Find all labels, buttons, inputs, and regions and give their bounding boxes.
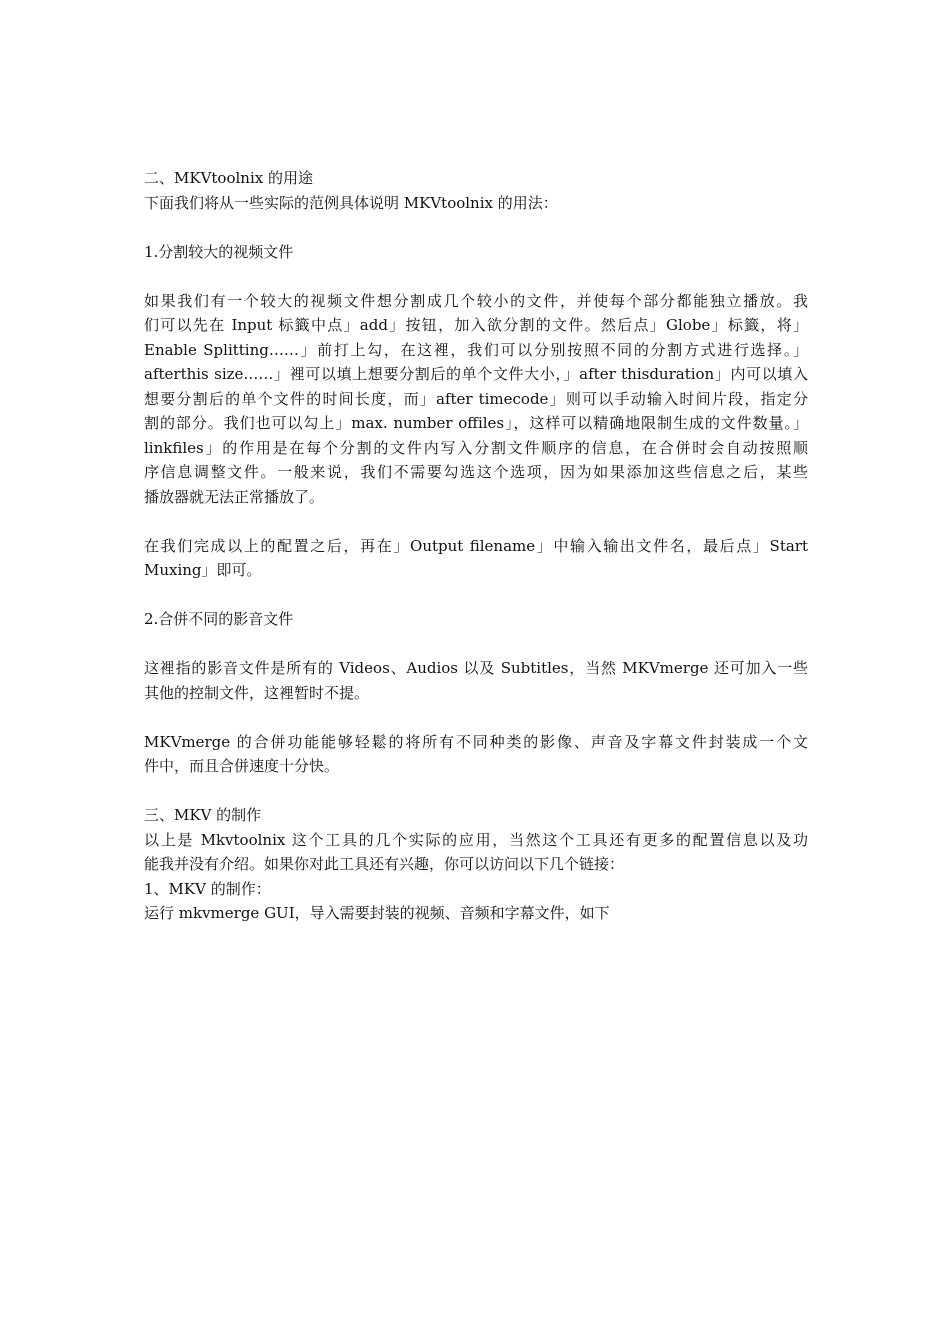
section-3-step-1-text: 运行 mkvmerge GUI，导入需要封装的视频、音频和字幕文件，如下 (144, 904, 610, 922)
item-2-title: 2.合併不同的影音文件 (144, 610, 294, 628)
paragraph-line: afterthis size……」裡可以填上想要分割后的单个文件大小，」after thisduration」内可以填入 (144, 365, 808, 383)
paragraph-line: 以上是 Mkvtoolnix 这个工具的几个实际的应用，当然这个工具还有更多的配置信息以及功 (144, 830, 808, 849)
paragraph-line: linkfiles」的作用是在每个分割的文件内写入分割文件顺序的信息，在合併时会自动按照顺 (144, 438, 808, 457)
spacer (144, 509, 808, 534)
spacer (144, 779, 808, 804)
document-body (144, 166, 808, 926)
paragraph-line: 件中，而且合併速度十分快。 (144, 757, 340, 775)
paragraph-line: 这裡指的影音文件是所有的 Videos、Audios 以及 Subtitles，当然 MKVmerge 还可加入一些 (144, 659, 808, 677)
spacer (144, 705, 808, 730)
item-1-paragraph (144, 289, 808, 510)
paragraph-line: 在我们完成以上的配置之后，再在」Output filename」中输入输出文件名，最后点」Start (144, 536, 808, 555)
item-1-title: 1.分割较大的视频文件 (144, 242, 294, 261)
paragraph-line: 序信息调整文件。一般来说，我们不需要勾选这个选项，因为如果添加这些信息之后，某些 (144, 463, 808, 481)
paragraph-line: 如果我们有一个较大的视频文件想分割成几个较小的文件，并使每个部分都能独立播放。我 (144, 291, 808, 310)
section-3-paragraph (144, 828, 808, 877)
spacer (144, 264, 808, 289)
section-2-intro: 下面我们将从一些实际的范例具体说明 MKVtoolnix 的用法： (144, 193, 558, 212)
paragraph-line: 其他的控制文件，这裡暂时不提。 (144, 683, 370, 702)
spacer (144, 215, 808, 240)
paragraph-line: MKVmerge 的合併功能能够轻鬆的将所有不同种类的影像、声音及字幕文件封装成一个文 (144, 732, 808, 751)
item-1-paragraph-2 (144, 534, 808, 583)
section-3-heading: 三、MKV 的制作 (144, 806, 262, 824)
paragraph-line: 播放器就无法正常播放了。 (144, 487, 325, 506)
section-3-step-1: 1、MKV 的制作： (144, 879, 271, 898)
paragraph-line: Enable Splitting……」前打上勾，在这裡，我们可以分别按照不同的分割方式进行选择。」 (144, 340, 808, 359)
item-2-paragraph (144, 656, 808, 705)
paragraph-line: 割的部分。我们也可以勾上」max. number offiles」，这样可以精确地限制生成的文件数量。」 (144, 414, 808, 432)
item-2-paragraph-2 (144, 730, 808, 779)
spacer (144, 632, 808, 657)
paragraph-line: 们可以先在 Input 标籤中点」add」按钮，加入欲分割的文件。然后点」Globe」标籤，将」 (144, 316, 808, 334)
spacer (144, 583, 808, 608)
section-2-heading: 二、MKVtoolnix 的用途 (144, 169, 313, 187)
paragraph-line: 想要分割后的单个文件的时间长度，而」after timecode」则可以手动输入时间片段，指定分 (144, 389, 808, 408)
paragraph-line: 能我并没有介绍。如果你对此工具还有兴趣，你可以访问以下几个链接： (144, 855, 625, 873)
paragraph-line: Muxing」即可。 (144, 561, 262, 579)
